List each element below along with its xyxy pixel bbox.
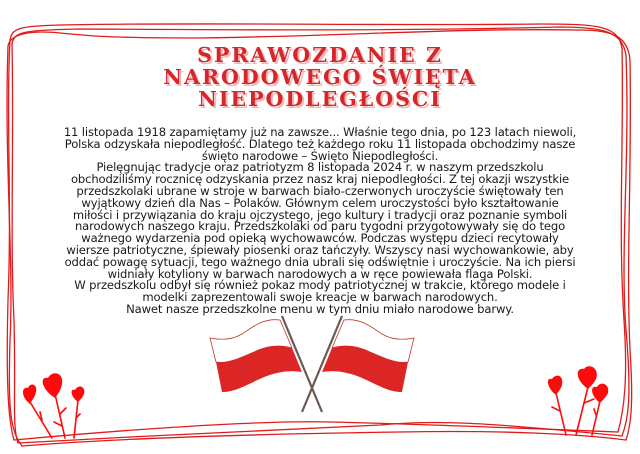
heart-flowers-left-icon: [20, 370, 100, 442]
title-line-1: SPRAWOZDANIE Z: [197, 43, 443, 67]
body-line: Nawet nasze przedszkolne menu w tym dniu miało narodowe barwy.: [126, 301, 514, 316]
body-line: wyjątkowy dzień dla Nas – Polaków. Głównym celem uroczystości było kształtowanie: [81, 195, 559, 210]
body-line: W przedszkolu odbył się również pokaz mody patriotycznej w trakcie, którego modele i: [74, 278, 566, 293]
body-line: oddać powagę sytuacji, tego ważnego dnia ubrali się odświętnie i uroczyście. Na ich piersi: [64, 254, 576, 269]
body-line: narodowych naszego kraju. Przedszkolaki od paru tygodni przygotowywały się do tego: [74, 219, 566, 234]
body-line: święto narodowe – Święto Niepodległości.: [201, 148, 439, 163]
body-line: ważnego wydarzenia pod opieką wychowawców. Podczas występu dzieci recytowały: [81, 231, 559, 246]
body-line: widniały kotyliony w barwach narodowych a w ręce powiewała flaga Polski.: [107, 266, 533, 281]
document-title: [0, 44, 640, 110]
title-line-3: NIEPODLEGŁOŚCI: [198, 87, 442, 111]
body-line: wiersze patriotyczne, śpiewały piosenki oraz tańczyły. Wszyscy nasi wychowankowie, aby: [66, 242, 574, 257]
report-body: [30, 127, 610, 316]
crossed-polish-flags-icon: [204, 312, 420, 416]
title-line-2: NARODOWEGO ŚWIĘTA: [163, 65, 477, 89]
heart-flowers-right-icon: [540, 365, 620, 440]
body-line: obchodziliśmy rocznicę odzyskania przez nasz kraj niepodległości. Z tej okazji wszystkie: [70, 172, 570, 187]
body-line: Polska odzyskała niepodległość. Dlatego też każdego roku 11 listopada obchodzimy nasze: [64, 136, 576, 151]
body-line: przedszkolaki ubrane w stroje w barwach biało-czerwonych uroczyście świętowały ten: [76, 183, 564, 198]
body-line: Pielęgnując tradycje oraz patriotyzm 8 listopada 2024 r. w naszym przedszkolu: [96, 160, 544, 175]
body-line: modelki zaprezentowali swoje kreacje w barwach narodowych.: [142, 290, 498, 305]
body-line: 11 listopada 1918 zapamiętamy już na zawsze... Właśnie tego dnia, po 123 latach niewoli,: [63, 125, 577, 139]
body-line: miłości i przywiązania do kraju ojczystego, jego kultury i tradycji oraz poznanie symboli: [72, 207, 568, 222]
